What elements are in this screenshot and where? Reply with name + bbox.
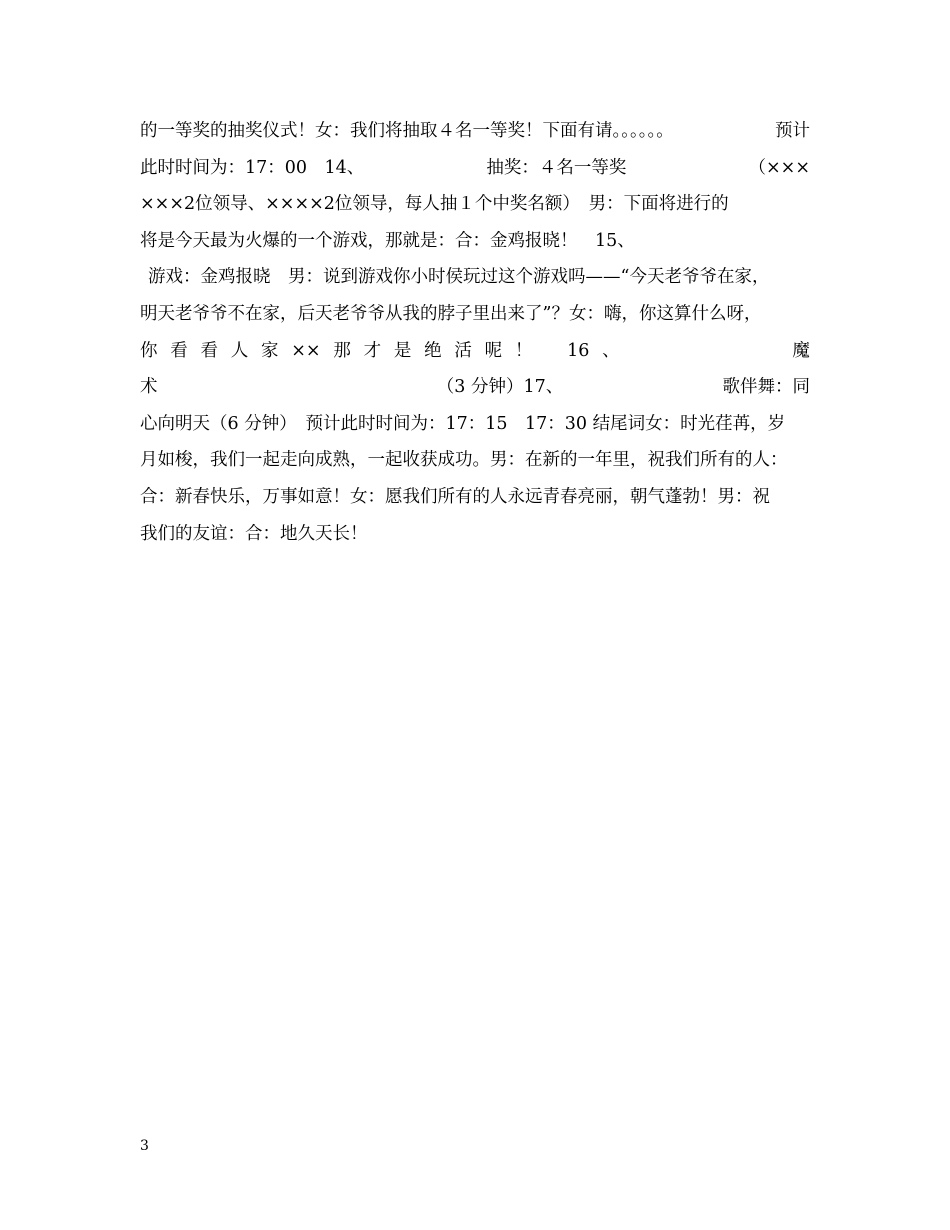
text-line-2 <box>140 154 810 191</box>
text-segment: 活 <box>454 340 472 361</box>
text-segment: 才 <box>363 340 382 361</box>
text-segment: ×× <box>291 340 321 361</box>
text-segment: 月如梭，我们一起走向成熟，一起收获成功。男：在新的一年里，祝我们所有的人： <box>140 450 788 471</box>
text-segment: 16 <box>567 340 590 361</box>
text-line-8 <box>140 373 810 410</box>
text-line-6 <box>140 300 810 337</box>
text-segment: （××× <box>748 157 810 178</box>
text-segment: ！ <box>514 340 533 361</box>
text-segment: 歌伴舞：同 <box>722 377 810 398</box>
text-segment: 此时时间为：17：00 14、 <box>140 157 365 178</box>
text-segment: 那 <box>333 340 351 361</box>
text-line-9 <box>140 410 810 447</box>
text-segment: 我们的友谊：合：地久天长！ <box>140 523 368 544</box>
text-segment: 术 <box>140 377 158 398</box>
text-segment: 预计 <box>775 121 810 141</box>
text-line-12 <box>140 520 810 557</box>
text-segment: 游戏：金鸡报晓 男：说到游戏你小时侯玩过这个游戏吗——“今天老爷爷在家， <box>148 267 770 288</box>
text-segment: ×××2位领导、××××2位领导，每人抽１个中奖名额） 男：下面将进行的 <box>140 194 729 215</box>
body-text <box>140 117 810 556</box>
text-segment: 呢 <box>484 340 503 361</box>
text-segment: 人 <box>230 340 249 361</box>
text-line-10 <box>140 446 810 483</box>
text-segment: 看 <box>200 340 218 361</box>
text-segment: 你 <box>140 340 158 361</box>
text-segment: 魔 <box>792 340 810 361</box>
text-segment: 明天老爷爷不在家，后天老爷爷从我的脖子里出来了”？女：嗨，你这算什么呀， <box>140 303 762 324</box>
text-segment: （3 分钟）17、 <box>436 377 564 398</box>
text-line-11 <box>140 483 810 520</box>
text-segment: 是 <box>393 340 412 361</box>
page-number: 3 <box>140 1138 149 1154</box>
text-segment: 看 <box>170 340 188 361</box>
text-line-4 <box>140 227 810 264</box>
text-segment: 心向明天（6 分钟） 预计此时时间为：17：15 17：30 结尾词女：时光荏苒，岁 <box>140 413 786 434</box>
text-segment: 家 <box>261 340 279 361</box>
text-segment: 合：新春快乐，万事如意！女：愿我们所有的人永远青春亮丽，朝气蓬勃！男：祝 <box>140 486 770 507</box>
text-line-7 <box>140 337 810 374</box>
text-line-3 <box>140 190 810 227</box>
text-segment: 绝 <box>424 340 442 361</box>
text-segment: 抽奖：４名一等奖 <box>486 157 627 178</box>
text-segment: 的一等奖的抽奖仪式！女：我们将抽取４名一等奖！下面有请。。。。。。 <box>140 121 674 141</box>
text-line-5 <box>140 263 810 300</box>
text-segment: 、 <box>602 340 620 361</box>
text-segment: 将是今天最为火爆的一个游戏，那就是：合：金鸡报晓！ 15、 <box>140 230 635 251</box>
text-line-1 <box>140 117 810 154</box>
